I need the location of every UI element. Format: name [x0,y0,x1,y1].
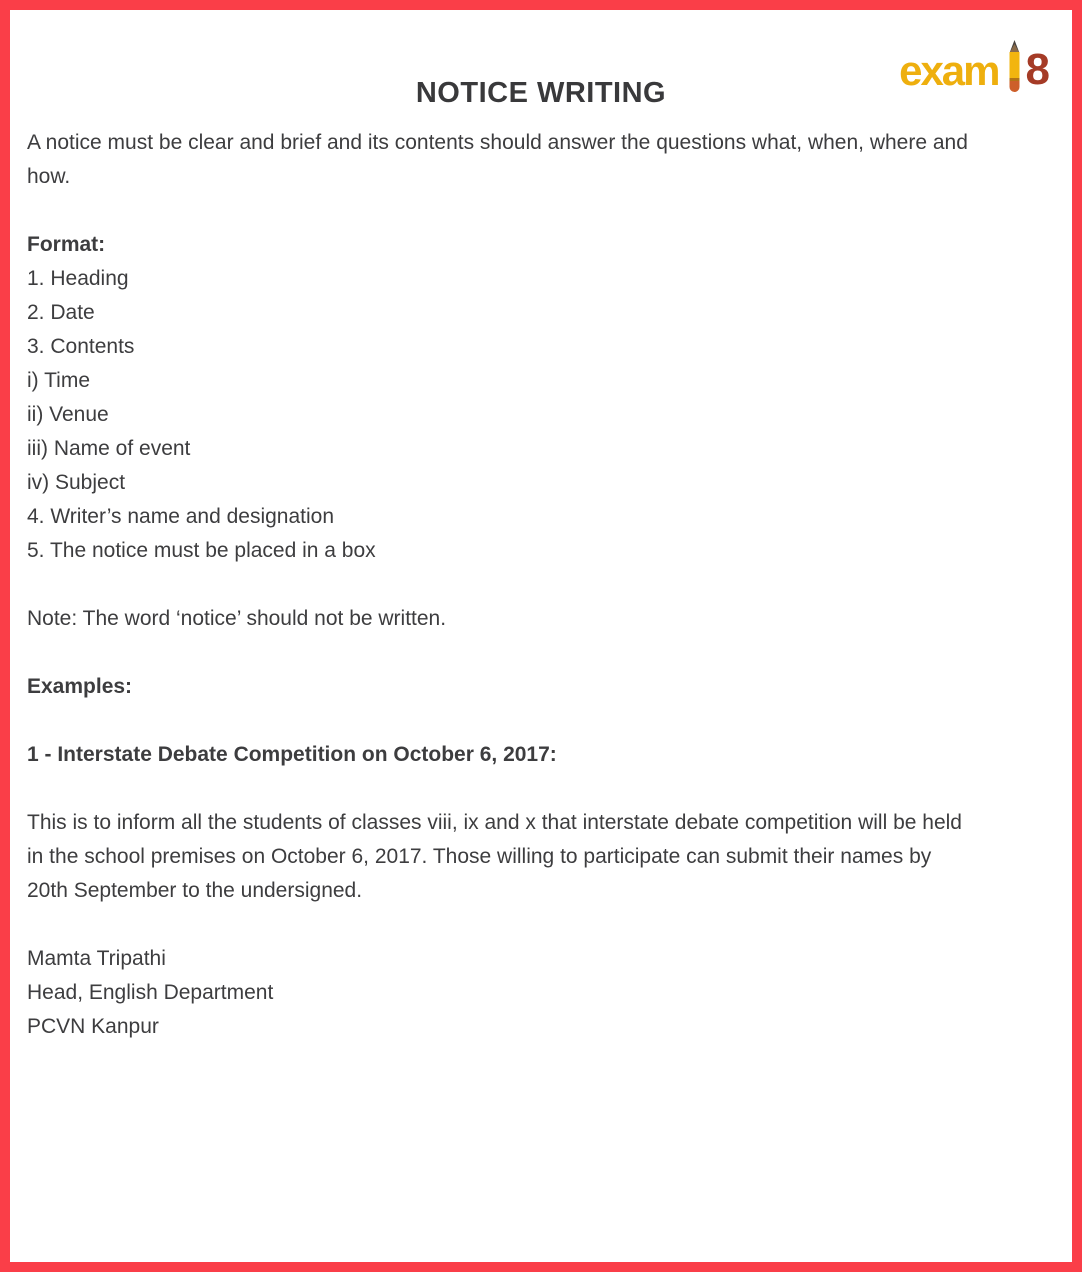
format-item: 4. Writer’s name and designation [27,505,335,528]
format-item: iv) Subject [27,471,126,494]
format-item: 5. The notice must be placed in a box [27,539,376,562]
format-item: i) Time [27,369,90,392]
examples-heading: Examples: [27,675,133,698]
signature-block [27,942,974,1044]
format-item: iii) Name of event [27,437,191,460]
format-item: 1. Heading [27,267,129,290]
format-item: 2. Date [27,301,95,324]
exam18-logo [899,40,1050,92]
logo-eight-text: 8 [1025,45,1050,94]
note-line: Note: The word ‘notice’ should not be written. [27,607,447,630]
signature-name: Mamta Tripathi [27,947,166,970]
signature-school: PCVN Kanpur [27,1015,159,1038]
example1-heading: 1 - Interstate Debate Competition on October 6, 2017: [27,743,557,766]
format-item: ii) Venue [27,403,109,426]
format-heading: Format: [27,233,106,256]
pencil-icon [1006,40,1023,92]
document-body [10,126,1072,1044]
intro-paragraph: A notice must be clear and brief and its contents should answer the questions what, when, where and how. [27,131,968,188]
signature-designation: Head, English Department [27,981,274,1004]
page-title: NOTICE WRITING [415,77,667,109]
format-section [27,228,974,568]
example1-body: This is to inform all the students of classes viii, ix and x that interstate debate competition will be held in the school premises on October 6, 2017. Those willing to participate can submit their names by 20th September to the undersigned. [27,811,962,902]
format-item: 3. Contents [27,335,135,358]
logo-exam-text: exam [899,47,999,94]
